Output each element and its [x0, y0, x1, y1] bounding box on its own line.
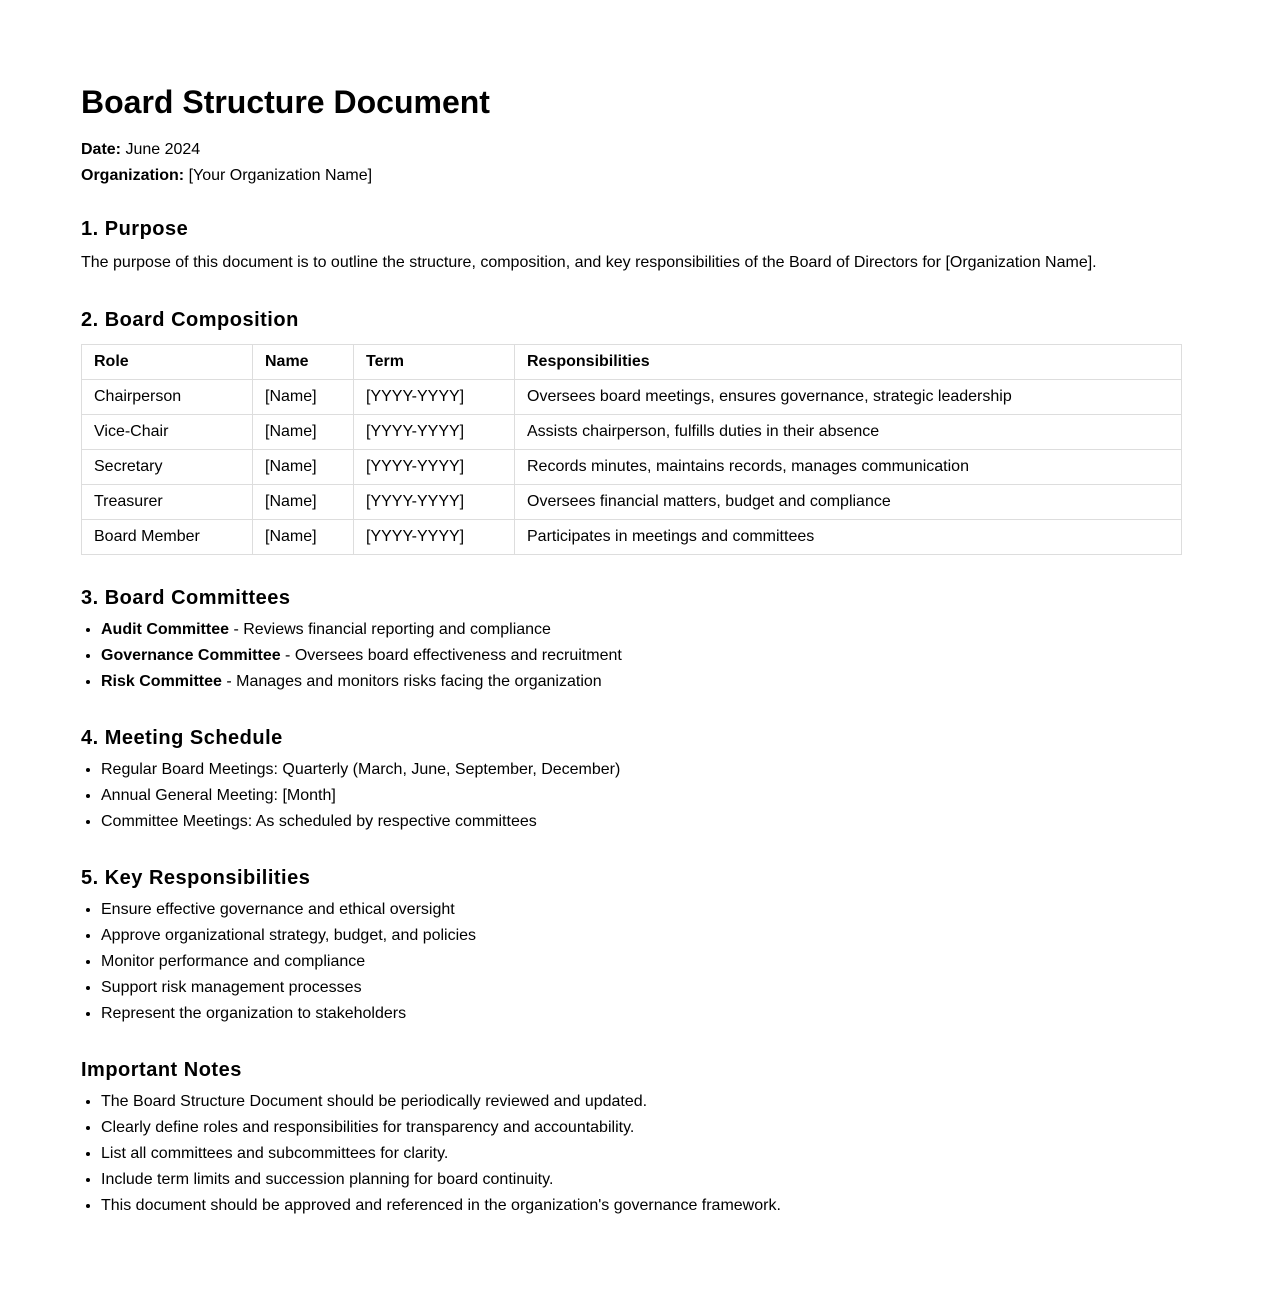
role-cell: Secretary [82, 450, 253, 485]
list-item: • Represent the organization to stakeholders [101, 1001, 1182, 1027]
column-header: Role [82, 345, 253, 380]
committees-heading: 3. Board Committees [81, 587, 291, 609]
document-meta [81, 137, 1182, 189]
page-title: Board Structure Document [81, 84, 490, 120]
organization-value: [Your Organization Name] [188, 167, 373, 184]
committee-description: - Reviews financial reporting and compliance [229, 621, 551, 638]
table-header-row [82, 345, 1182, 380]
column-header: Responsibilities [515, 345, 1182, 380]
schedule-section [81, 725, 1182, 835]
table-row [82, 380, 1182, 415]
date-label: Date: [81, 141, 122, 158]
committee-description: - Oversees board effectiveness and recruitment [280, 647, 622, 664]
purpose-section [81, 216, 1182, 274]
notes-section [81, 1057, 1182, 1219]
term-cell: [YYYY-YYYY] [354, 380, 515, 415]
committee-name: Risk Committee [101, 673, 222, 690]
name-cell: [Name] [253, 415, 354, 450]
notes-list [81, 1089, 1182, 1219]
list-item [101, 643, 1182, 669]
term-cell: [YYYY-YYYY] [354, 520, 515, 555]
list-item: • Regular Board Meetings: Quarterly (March, June, September, December) [101, 757, 1182, 783]
purpose-heading: 1. Purpose [81, 218, 189, 240]
list-item [101, 669, 1182, 695]
list-item: • List all committees and subcommittees for clarity. [101, 1141, 1182, 1167]
list-item: • Committee Meetings: As scheduled by respective committees [101, 809, 1182, 835]
responsibilities-section [81, 865, 1182, 1027]
term-cell: [YYYY-YYYY] [354, 485, 515, 520]
list-item: • Monitor performance and compliance [101, 949, 1182, 975]
committees-list [81, 617, 1182, 695]
committee-name: Audit Committee [101, 621, 229, 638]
role-cell: Vice-Chair [82, 415, 253, 450]
date-line [81, 137, 1182, 163]
responsibilities-cell: Oversees board meetings, ensures governance, strategic leadership [515, 380, 1182, 415]
column-header: Term [354, 345, 515, 380]
organization-label: Organization: [81, 167, 185, 184]
name-cell: [Name] [253, 380, 354, 415]
list-item: • Include term limits and succession planning for board continuity. [101, 1167, 1182, 1193]
table-row [82, 450, 1182, 485]
committees-section [81, 585, 1182, 695]
purpose-text: The purpose of this document is to outline the structure, composition, and key responsibilities of the Board of Directors for [Organization Name]. [81, 254, 1097, 271]
list-item: • Annual General Meeting: [Month] [101, 783, 1182, 809]
composition-heading: 2. Board Composition [81, 309, 299, 331]
notes-heading: Important Notes [81, 1059, 242, 1081]
role-cell: Treasurer [82, 485, 253, 520]
committee-description: - Manages and monitors risks facing the organization [221, 673, 602, 690]
organization-line [81, 163, 1182, 189]
list-item: • Approve organizational strategy, budget, and policies [101, 923, 1182, 949]
list-item: • Clearly define roles and responsibilities for transparency and accountability. [101, 1115, 1182, 1141]
responsibilities-cell: Records minutes, maintains records, manages communication [515, 450, 1182, 485]
list-item: • This document should be approved and referenced in the organization's governance framework. [101, 1193, 1182, 1219]
table-row [82, 485, 1182, 520]
date-value: June 2024 [125, 141, 201, 158]
schedule-list [81, 757, 1182, 835]
composition-section [81, 307, 1182, 555]
term-cell: [YYYY-YYYY] [354, 415, 515, 450]
column-header: Name [253, 345, 354, 380]
committee-name: Governance Committee [101, 647, 281, 664]
list-item: • The Board Structure Document should be periodically reviewed and updated. [101, 1089, 1182, 1115]
role-cell: Board Member [82, 520, 253, 555]
role-cell: Chairperson [82, 380, 253, 415]
table-row [82, 520, 1182, 555]
name-cell: [Name] [253, 520, 354, 555]
responsibilities-cell: Participates in meetings and committees [515, 520, 1182, 555]
term-cell: [YYYY-YYYY] [354, 450, 515, 485]
list-item [101, 617, 1182, 643]
responsibilities-cell: Oversees financial matters, budget and compliance [515, 485, 1182, 520]
list-item: • Support risk management processes [101, 975, 1182, 1001]
responsibilities-heading: 5. Key Responsibilities [81, 867, 311, 889]
name-cell: [Name] [253, 485, 354, 520]
name-cell: [Name] [253, 450, 354, 485]
list-item: • Ensure effective governance and ethical oversight [101, 897, 1182, 923]
responsibilities-cell: Assists chairperson, fulfills duties in their absence [515, 415, 1182, 450]
table-row [82, 415, 1182, 450]
schedule-heading: 4. Meeting Schedule [81, 727, 283, 749]
responsibilities-list [81, 897, 1182, 1027]
composition-table [81, 344, 1182, 555]
